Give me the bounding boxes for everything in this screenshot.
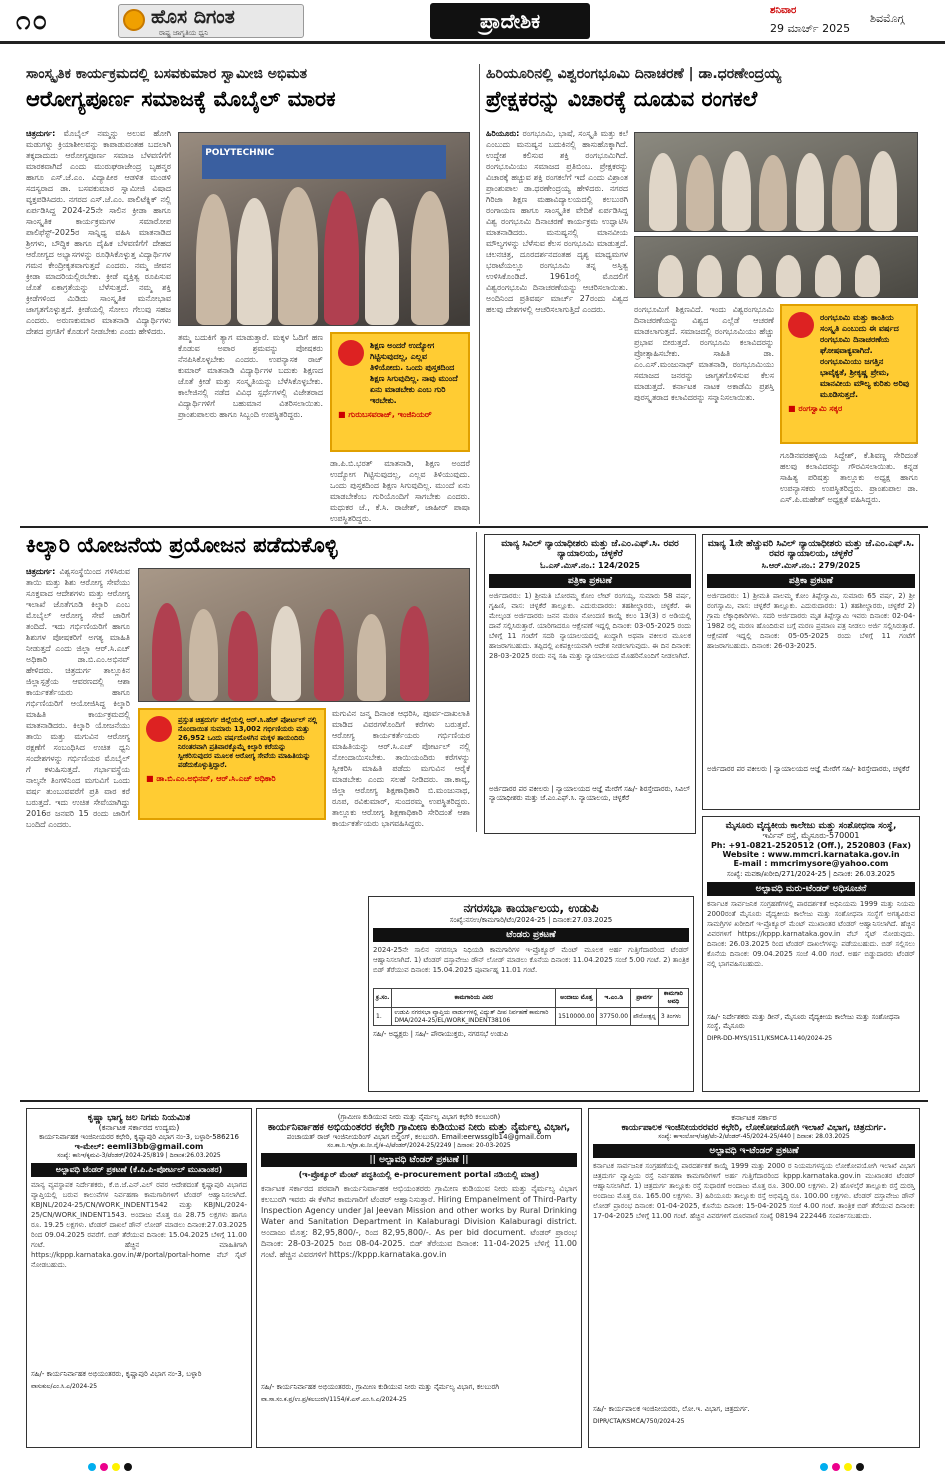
page-number: ೧೦	[16, 6, 50, 36]
udupi-ref: ಸಂಖ್ಯೆ:ನಸಉ/ಕಾಮಗಾರಿ/ಟೆಂ/2024-25 | ದಿನಾಂಕ:27.03.2025	[449, 916, 613, 924]
photo-person	[271, 606, 301, 701]
story2-body-col2: ರಂಗಭೂಮಿಗೆ ಶಿಕ್ಷಣವಿದೆ. ಇಂದು ವಿಶ್ವರಂಗಭೂಮಿ ದಿನಾಚರಣೆಯನ್ನು ವಿಶ್ವದ ಎಲ್ಲೆಡೆ ಆಚರಣೆ ಮಾಡಲಾಗುತ್ತದೆ. ಸಮಾಜದಲ್ಲಿ ರಂಗಭೂಮಿಯು ಹೆಚ್ಚು ಪ್ರಭಾವ ಬೀರುತ್ತದೆ. ರಂಗಭೂಮಿ ಕಲಾವಿದರನ್ನು ಪ್ರೋತ್ಸಾಹಿಸಬೇಕು. ಸಾಹಿತಿ ಡಾ. ಎಂ.ಎಸ್.ಮಂಜುನಾಥ್ ಮಾತನಾಡಿ, ರಂಗಭೂಮಿಯು ಸಮಾಜದ ಜನರನ್ನು ಜಾಗೃತಗೊಳಿಸುವ ಕೆಲಸ ಮಾಡುತ್ತದೆ. ಕರ್ನಾಟಕ ನಾಟಕ ಅಕಾಡೆಮಿ ಪ್ರಶಸ್ತಿ ಪುರಸ್ಕೃತರಾದ ಕಲಾವಿದರನ್ನು ಸನ್ಮಾನಿಸಲಾಯಿತು.	[634, 305, 774, 402]
photo-person	[237, 198, 272, 325]
print-color-dots	[88, 1456, 148, 1466]
udupi-body: 2024-25ನೇ ಸಾಲಿನ ನಗರಸಭಾ ನಿಧಿಯಡಿ ಕಾಮಗಾರಿಗಳ ಇ-ಪ್ರೊಕ್ಯೂರ್ ಮೆಂಟ್ ಮೂಲಕ ಅರ್ಹ ಗುತ್ತಿಗೆದಾರರಿಂದ ಟೆಂಡರ್ ಆಹ್ವಾನಿಸಲಾಗಿದೆ. 1) ಟೆಂಡರ್ ದಸ್ತಾವೇಜು ಡೌನ್ ಲೋಡ್ ಮಾಡಲು ಕೊನೆಯ ದಿನಾಂಕ: 11.04.2025 ಸಂಜೆ 5.00 ಗಂಟೆ. 2) ತಾಂತ್ರಿಕ ಬಿಡ್ ತೆರೆಯುವ ದಿನಾಂಕ: 15.04.2025 ಪೂರ್ವಾಹ್ನ 11.01 ಗಂಟೆ.	[373, 946, 689, 974]
kalaburagi-body: ಕರ್ನಾಟಕ ಸರ್ಕಾರದ ಪರವಾಗಿ ಕಾರ್ಯನಿರ್ವಾಹಕ ಅಭಿಯಂತರರು ಗ್ರಾಮೀಣ ಕುಡಿಯುವ ನೀರು ಮತ್ತು ನೈರ್ಮಲ್ಯ ವಿಭಾಗ ಕಲಬುರಗಿ ಇವರು ಈ ಕೆಳಗಿನ ಕಾಮಗಾರಿಗೆ ಟೆಂಡರ್ ಆಹ್ವಾನಿಸುತ್ತಾರೆ. Hiring Empanelment of Third-Party Inspection Agency under Jal Jeevan Mission and other works by Rural Drinking Water and Sanitation Department in Kalaburagi Division Kalaburagi district. ಅಂದಾಜು ಮೊತ್ತ: 82,95,800/-, ರಿಂದ 82,95,800/-. As per bid document. ಟೆಂಡರ್ ಪ್ರಾರಂಭ ದಿನಾಂಕ: 28-03-2025 ರಿಂದ 08-04-2025. ಬಿಡ್ ತೆರೆಯುವ ದಿನಾಂಕ: 11-04-2025 ಬೆಳಿಗ್ಗೆ 11.00 ಗಂಟೆ. ಹೆಚ್ಚಿನ ವಿವರಗಳಿಗೆ https://kppp.karnataka.gov.in	[261, 1184, 577, 1259]
story1-body	[26, 128, 171, 518]
story3-body-col2: ಮಗುವಿನ ಜನ್ಮ ದಿನಾಂಕ ಆಧರಿಸಿ, ಪೂರ್ವ-ದಾಖಲಾತಿ ಮಾಡಿದ ವಿವರಗಳೊಂದಿಗೆ ಕರೆಗಳು ಬರುತ್ತವೆ. ಆರೋಗ್ಯ ಕಾರ್ಯಕರ್ತೆಯರು ಗರ್ಭಿಣಿಯರ ಮಾಹಿತಿಯನ್ನು ಆರ್.ಸಿ.ಎಚ್ ಪೋರ್ಟಲ್ ನಲ್ಲಿ ನೋಂದಾಯಿಸಬೇಕು. ತಾಯಿಯಂದಿರು ಕರೆಗಳನ್ನು ಸ್ವೀಕರಿಸಿ ಮಾಹಿತಿ ಪಡೆದು ಮಗುವಿನ ಆರೈಕೆ ಮಾಡಬೇಕು ಎಂದು ಸಲಹೆ ನೀಡಿದರು. ಡಾ.ಕಾವ್ಯ, ಜಿಲ್ಲಾ ಆರೋಗ್ಯ ಶಿಕ್ಷಣಾಧಿಕಾರಿ ಬಿ.ಮಂಜುನಾಥ, ರೂಪ, ರವಿಕುಮಾರ್, ಸುಂದರಮ್ಮ ಉಪಸ್ಥಿತರಿದ್ದರು. ತಾಲ್ಲೂಕು ಆರೋಗ್ಯ ಶಿಕ್ಷಣಾಧಿಕಾರಿ ಸೇರಿದಂತೆ ಆಶಾ ಕಾರ್ಯಕರ್ತೆಯರು ಭಾಗವಹಿಸಿದ್ದರು.	[332, 709, 470, 828]
court1-section-head: ಪತ್ರಿಕಾ ಪ್ರಕಟಣೆ	[489, 574, 691, 588]
column-divider	[479, 64, 480, 524]
section-divider	[20, 1100, 928, 1102]
story2-quote-box	[780, 304, 918, 444]
photo-person	[722, 151, 750, 231]
mysore-title: ಮೈಸೂರು ವೈದ್ಯಕೀಯ ಕಾಲೇಜು ಮತ್ತು ಸಂಶೋಧನಾ ಸಂಸ್ಥೆ,	[725, 821, 897, 831]
story-mobile-health	[26, 66, 472, 523]
photo-person	[314, 609, 344, 701]
kalaburagi-ref: ಸಂ.ಕಾ.ನಿ.ಇ/ಗ್ರಾ.ಕು.ನೀ.ನೈ/ಕ-ವಿ/ಟೆಂಡರ್/2024-25/2249 | ದಿನಾಂಕ: 20-03-2025	[327, 1142, 511, 1149]
table-header-cell: ಪ್ರಾವರ್ಗ	[631, 989, 659, 1008]
krishna-head: ಅಲ್ಪಾವಧಿ ಟೆಂಡರ್ ಪ್ರಕಟಣೆ (ಕೆ.ಪಿ.ಪಿ-ಪೋರ್ಟಲ್ ಮುಖಾಂತರ)	[31, 1163, 247, 1177]
table-cell: ಪೌರೋತ್ಪನ್ನ	[631, 1008, 659, 1026]
story1-body-col2: ತಮ್ಮ ಬದುಕಿಗೆ ತ್ಯಾಗ ಮಾಡುತ್ತಾರೆ. ಮಕ್ಕಳ ಓದಿಗೆ ಹಣ ಕೊಡುವ ಅಪಾರ ಶ್ರಮವನ್ನು ಪೋಷಕರು ನೆನಪಿಸಿಕೊಳ್ಳಬೇಕು ಎಂದರು. ಉಪನ್ಯಾಸಕ ರಾಜ್ ಕುಮಾರ್ ಮಾತನಾಡಿ ವಿದ್ಯಾರ್ಥಿಗಳ ಬದುಕು ಶಿಕ್ಷಣದ ಜೊತೆ ಕ್ರೀಡೆ ಮತ್ತು ಸಂಸ್ಕೃತಿಯನ್ನು ಬೆಳೆಸಿಕೊಳ್ಳಬೇಕು. ಕಾಲೇಜಿನಲ್ಲಿ ನಡೆದ ವಿವಿಧ ಸ್ಪರ್ಧೆಗಳಲ್ಲಿ ವಿಜೇತರಾದ ವಿದ್ಯಾರ್ಥಿಗಳಿಗೆ ಬಹುಮಾನ ವಿತರಿಸಲಾಯಿತು. ಪ್ರಾಂಶುಪಾಲರು ಹಾಗೂ ಸಿಬ್ಬಂದಿ ಉಪಸ್ಥಿತರಿದ್ದರು.	[178, 333, 323, 419]
story1-body-col3: ಡಾ.ಪಿ.ಬಿ.ಭರತ್ ಮಾತನಾಡಿ, ಶಿಕ್ಷಣ ಅಂದರೆ ಉದ್ಯೋಗ ಗಿಟ್ಟಿಸುವುದಲ್ಲ, ಎಲ್ಲವ ತಿಳಿಯುವುದು. ಒಂದು ಪುಸ್ತಕದಿಂದ ಶಿಕ್ಷಣ ಸಿಗುವುದಿಲ್ಲ. ಮುಂದೆ ಏನು ಮಾಡಬೇಕೆಂಬ ಗುರಿಯೊಂದಿಗೆ ಸಾಗಬೇಕು ಎಂದರು. ಮಧುಕರ ಜೆ., ಕೆ.ಸಿ. ರಾಜೇಶ್, ಜಾಹೀರ್ ಪಾಷಾ ಉಪಸ್ಥಿತರಿದ್ದರು.	[330, 459, 470, 523]
photo-person	[759, 155, 787, 231]
story1-quote-author: ■ ಗುರುಬಸವರಾಜ್, ಇಂಜಿನಿಯರ್	[338, 410, 432, 419]
story2-body-text: ರಂಗಭೂಮಿ, ಭಾಷೆ, ಸಂಸ್ಕೃತಿ ಮತ್ತು ಕಲೆ ಎಂಬುದು ಮನುಷ್ಯನ ಬದುಕಿನಲ್ಲಿ ಹಾಸುಹೊಕ್ಕಾಗಿದೆ. ಉದ್ದೇಶ ಕಲಿಸುವ ಶಕ್ತಿ ರಂಗಭೂಮಿಗಿದೆ. ರಂಗಭೂಮಿಯು ಸಮಾಜದ ಪ್ರತಿಬಿಂಬ. ಪ್ರೇಕ್ಷಕರನ್ನು ವಿಚಾರಕ್ಕೆ ಹಚ್ಚುವ ಶಕ್ತಿ ರಂಗಕಲೆಗೆ ಇದೆ ಎಂದು ವಿಶ್ರಾಂತ ಪ್ರಾಂಶುಪಾಲ ಡಾ.ಧರಣೇಂದ್ರಯ್ಯ ಹೇಳಿದರು. ನಗರದ ಗಿರಿಜಾ ಶಿಕ್ಷಣ ಮಹಾವಿದ್ಯಾಲಯದಲ್ಲಿ ಕಲಬುರಗಿ ರಂಗಾಯಣ ಹಾಗೂ ಸಾಂಸ್ಕೃತಿಕ ವೇದಿಕೆ ಏರ್ಪಡಿಸಿದ್ದ ವಿಶ್ವ ರಂಗಭೂಮಿ ದಿನಾಚರಣೆ ಕಾರ್ಯಕ್ರಮ ಉದ್ಘಾಟಿಸಿ ಮಾತನಾಡಿದರು. ಮನುಷ್ಯನಲ್ಲಿ ಮಾನವೀಯ ಮೌಲ್ಯಗಳನ್ನು ಬೆಳೆಸುವ ಕೆಲಸ ರಂಗಭೂಮಿ ಮಾಡುತ್ತದೆ. ಚಲನಚಿತ್ರ, ದೂರದರ್ಶನದಂತಹ ದೃಶ್ಯ ಮಾಧ್ಯಮಗಳ ಭರಾಟೆಯಲ್ಲೂ ರಂಗಭೂಮಿ ತನ್ನ ಅಸ್ತಿತ್ವ ಉಳಿಸಿಕೊಂಡಿದೆ. 1961ರಲ್ಲಿ ಮೊದಲಿಗೆ ವಿಶ್ವರಂಗಭೂಮಿ ದಿನಾಚರಣೆಯನ್ನು ಆಚರಿಸಲಾಯಿತು. ಅಂದಿನಿಂದ ಪ್ರತಿವರ್ಷ ಮಾರ್ಚ್ 27ರಂದು ವಿಶ್ವದ ಹಲವು ದೇಶಗಳಲ್ಲಿ ಆಚರಿಸಲಾಗುತ್ತಿದೆ ಎಂದರು.	[486, 129, 628, 314]
court2-signature: ಅರ್ಜಿದಾರರ ಪರ ವಕೀಲರು | ನ್ಯಾಯಾಲಯದ ಆಜ್ಞೆ ಮೇರೆಗೆ ಸಹಿ/- ಶಿರಸ್ತೇದಾರರು, ಚಳ್ಳಕೆರೆ	[707, 765, 910, 773]
court2-case-no: ಸಿ.ಆರ್.ಮಿಸ್.ನಂ.: 279/2025	[761, 561, 861, 570]
story2-headline: ಪ್ರೇಕ್ಷಕರನ್ನು ವಿಚಾರಕ್ಕೆ ದೂಡುವ ರಂಗಕಲೆ	[486, 86, 758, 111]
kalaburagi-code: ವಾ.ಸಾ.ಸಂ.ಕ.ಪ್ರ/ಉ.ಪ್ರ/ಕಲಬುರಗಿ/1154/ಕೆ.ಎಸ್.ಎಂ.ಸಿ.ಎ/2024-25	[261, 1396, 407, 1403]
story3-quote-box	[138, 708, 326, 820]
quote-mark-icon	[338, 340, 364, 366]
quote-mark-icon	[146, 716, 172, 742]
krishna-body: ಮಾನ್ಯ ವ್ಯವಸ್ಥಾಪಕ ನಿರ್ದೇಶಕರು, ಕೆ.ಬಿ.ಜೆ.ಎನ್.ಎಲ್ ರವರ ಆದೇಶದಂತೆ ಕೃಷ್ಣಾಪುರಿ ವಿಭಾಗದ ವ್ಯಾಪ್ತಿಯಲ್ಲಿ ಬರುವ ಕಾಲುವೆಗಳ ನಿರ್ವಹಣಾ ಕಾಮಗಾರಿಗಳಿಗೆ ಟೆಂಡರ್ ಆಹ್ವಾನಿಸಲಾಗಿದೆ. KBJNL/2024-25/CN/WORK_INDENT1542 ಮತ್ತು KBJNL/2024-25/CN/WORK_INDENT1543. ಅಂದಾಜು ಮೊತ್ತ ರೂ 28.75 ಲಕ್ಷಗಳು ಹಾಗೂ ರೂ. 19.25 ಲಕ್ಷಗಳು. ಟೆಂಡರ್ ದಾಖಲೆ ಡೌನ್ ಲೋಡ್ ಮಾಡಲು ದಿನಾಂಕ:27.03.2025 ರಿಂದ 09.04.2025 ರವರೆಗೆ. ಬಿಡ್ ತೆರೆಯುವ ದಿನಾಂಕ: 15.04.2025 ಬೆಳಿಗ್ಗೆ 11.00 ಗಂಟೆ. ಹೆಚ್ಚಿನ ಮಾಹಿತಿಗಾಗಿ https://kppp.karnataka.gov.in/#/portal/portal-home ವೆಬ್ ಸೈಟ್ ನೋಡಬಹುದು.	[31, 1181, 247, 1269]
section-divider	[20, 526, 928, 528]
krishna-office: ಕಾರ್ಯನಿರ್ವಾಹಕ ಇಂಜಿನೀಯರರ ಕಛೇರಿ, ಕೃಷ್ಣಾಪುರಿ ವಿಭಾಗ ನಂ-3, ಬಳ್ಳಾರಿ-586216	[39, 1133, 239, 1141]
story3-headline: ಕಿಲ್ಕಾರಿ ಯೋಜನೆಯ ಪ್ರಯೋಜನ ಪಡೆದುಕೊಳ್ಳಿ	[26, 532, 338, 557]
story2-body	[486, 128, 628, 518]
table-cell: 3 ತಿಂಗಳು	[658, 1008, 688, 1026]
photo-person	[832, 155, 860, 231]
photo-person	[686, 155, 714, 231]
court2-body: ಅರ್ಜಿದಾರರು: 1) ಶ್ರೀಮತಿ ಪಾಲಮ್ಮ ಕೋಂ ತಿಪ್ಪೇಸ್ವಾಮಿ, ಸುಮಾರು 65 ವರ್ಷ, 2) ಶ್ರೀ ರಂಗಸ್ವಾಮಿ, ವಾಸ: ಚಳ್ಳಕೆರೆ ತಾಲ್ಲೂಕು. ಎದುರುದಾರರು: 1) ತಹಶೀಲ್ದಾರರು, ಚಳ್ಳಕೆರೆ 2) ಗ್ರಾಮ ಲೆಕ್ಕಾಧಿಕಾರಿಗಳು. ಸದರಿ ಅರ್ಜಿದಾರರು ಮೃತ ತಿಪ್ಪೇಸ್ವಾಮಿ ಇವರು ದಿನಾಂಕ: 02-04-1982 ರಲ್ಲಿ ಮರಣ ಹೊಂದಿರುವ ಬಗ್ಗೆ ಮರಣ ಪ್ರಮಾಣ ಪತ್ರ ನೀಡಲು ಅರ್ಜಿ ಸಲ್ಲಿಸಿರುತ್ತಾರೆ. ಆಕ್ಷೇಪಣೆ ಇದ್ದಲ್ಲಿ ದಿನಾಂಕ: 05-05-2025 ರಂದು ಬೆಳಿಗ್ಗೆ 11 ಗಂಟೆಗೆ ಹಾಜರಾಗಬಹುದು. ದಿನಾಂಕ: 26-03-2025.	[707, 592, 915, 650]
photo-person	[152, 603, 182, 701]
mysore-body: ಕರ್ನಾಟಕ ಸಾರ್ವಜನಿಕ ಸಂಗ್ರಹಣೆಗಳಲ್ಲಿ ಪಾರದರ್ಶಕತೆ ಅಧಿನಿಯಮ 1999 ಮತ್ತು ನಿಯಮ 2000ರಂತೆ ಮೈಸೂರು ವೈದ್ಯಕೀಯ ಕಾಲೇಜು ಮತ್ತು ಸಂಶೋಧನಾ ಸಂಸ್ಥೆಗೆ ಅಗತ್ಯವಿರುವ ಸಾಮಗ್ರಿಗಳ ಖರೀದಿಗೆ ಇ-ಪ್ರೊಕ್ಯೂರ್ ಮೆಂಟ್ ಮುಖಾಂತರ ಟೆಂಡರ್ ಆಹ್ವಾನಿಸಲಾಗಿದೆ. ಹೆಚ್ಚಿನ ವಿವರಗಳಿಗೆ https://kppp.karnataka.gov.in ವೆಬ್ ಸೈಟ್ ನೋಡುವುದು. ದಿನಾಂಕ: 26.03.2025 ರಿಂದ ಟೆಂಡರ್ ದಾಖಲೆಗಳನ್ನು ಪಡೆಯಬಹುದು. ಬಿಡ್ ಸಲ್ಲಿಸಲು ಕೊನೆಯ ದಿನಾಂಕ: 09.04.2025 ಸಂಜೆ 4.00 ಗಂಟೆ. ಅರ್ಹ ಬಿಡ್ಡುದಾರರು ಟೆಂಡರ್ ನಲ್ಲಿ ಭಾಗವಹಿಸಬಹುದು.	[707, 900, 915, 968]
story2-photo-bottom	[634, 236, 918, 298]
story3-photo	[138, 568, 470, 702]
table-cell: 1.	[374, 1008, 392, 1026]
masthead-title: ಹೊಸ ದಿಗಂತ	[151, 6, 235, 28]
mysore-ref: ಸಂಖ್ಯೆ: ಮವಕಾ/ಖರೀದಿ/271/2024-25 | ದಿನಾಂಕ: 26.03.2025	[726, 870, 896, 878]
photo-person	[737, 255, 762, 297]
column-divider	[476, 532, 477, 832]
tender-notice-krishna-bhagya	[26, 1108, 252, 1448]
table-header-cell: ಕಾಮಗಾರಿಯ ವಿವರ	[392, 989, 556, 1008]
photo-person	[189, 609, 219, 701]
story2-body-col3: ಗೂಡಿನವರಹಳ್ಳಿಯ ಸಿದ್ದೇಶ್, ಕೆ.ಶಿವಣ್ಣ ಸೇರಿದಂತೆ ಹಲವು ಕಲಾವಿದರನ್ನು ಗೌರವಿಸಲಾಯಿತು. ಕನ್ನಡ ಸಾಹಿತ್ಯ ಪರಿಷತ್ತು ತಾಲ್ಲೂಕು ಅಧ್ಯಕ್ಷ ಹಾಗೂ ಉಪನ್ಯಾಸಕರು ಉಪಸ್ಥಿತರಿದ್ದರು. ಪ್ರಾಂಶುಪಾಲ ಡಾ. ಎಸ್.ಪಿ.ಮಹೇಶ್ ಅಧ್ಯಕ್ಷತೆ ವಹಿಸಿದ್ದರು.	[780, 451, 918, 504]
masthead	[118, 4, 304, 38]
section-title: ಪ್ರಾದೇಶಿಕ	[430, 3, 590, 39]
story2-quote-author: ■ ರಂಗಸ್ವಾಮಿ ಸಕ್ಕರ	[788, 404, 843, 413]
chitradurga-ref: ಸಂಖ್ಯೆ: ಕಾಇಂಲೋಇ/ಚಿತ್ರ/ಟೆಂ-2/ಟೆಂಡರ್-45/2024-25/440 | ದಿನಾಂಕ: 28.03.2025	[658, 1133, 850, 1140]
kalaburagi-title: (ಗ್ರಾಮೀಣ ಕುಡಿಯುವ ನೀರು ಮತ್ತು ನೈರ್ಮಲ್ಯ ವಿಭಾಗ ಕಛೇರಿ ಕಲಬುರಗಿ)	[337, 1113, 501, 1121]
story1-quote: ಶಿಕ್ಷಣ ಅಂದರೆ ಉದ್ಯೋಗ ಗಿಟ್ಟಿಸುವುದಲ್ಲ, ಎಲ್ಲವ ತಿಳಿಯೋದು. ಒಂದು ಪುಸ್ತಕದಿಂದ ಶಿಕ್ಷಣ ಸಿಗುವುದಿಲ್ಲ. ನಾವು ಮುಂದೆ ಏನು ಮಾಡಬೇಕು ಎಂಬ ಗುರಿ ಇರಬೇಕು.	[370, 341, 458, 405]
court1-case-no: ಓ.ಎಸ್.ಮಿಸ್.ನಂ.: 124/2025	[540, 561, 640, 570]
court2-section-head: ಪತ್ರಿಕಾ ಪ್ರಕಟಣೆ	[707, 574, 915, 588]
photo-person	[278, 187, 319, 325]
tender-notice-mysore-medical	[702, 816, 920, 1092]
story2-photo-top	[634, 132, 918, 232]
story3-body	[26, 566, 130, 834]
mysore-phone: Ph: +91-0821-2520512 (Off.), 2520803 (Fax)	[710, 841, 912, 850]
udupi-tender-table	[373, 988, 689, 1026]
photo-person	[324, 191, 359, 325]
photo-person	[697, 255, 722, 297]
mysore-head: ಅಲ್ಪಾವಧಿ ಮರು-ಟೆಂಡರ್ ಅಧಿಸೂಚನೆ	[707, 882, 915, 896]
udupi-title: ನಗರಸಭಾ ಕಾರ್ಯಾಲಯ, ಉಡುಪಿ	[463, 901, 599, 915]
mysore-address: ಇರ್ವಿನ್ ರಸ್ತೆ, ಮೈಸೂರು-570001	[762, 831, 860, 840]
table-header-cell: ಕ್ರ.ಸಂ.	[374, 989, 392, 1008]
table-header-row	[374, 989, 689, 1008]
chitradurga-office: ಕಾರ್ಯಪಾಲಕ ಇಂಜಿನೀಯರರವರ ಕಛೇರಿ, ಲೋಕೋಪಯೋಗಿ ಇಲಾಖೆ ವಿಭಾಗ, ಚಿತ್ರದುರ್ಗ.	[621, 1123, 887, 1133]
mysore-dipr-code: DIPR-DD-MYS/1511/KSMCA-1140/2024-25	[707, 1035, 833, 1042]
story1-quote-box	[330, 332, 470, 452]
issue-date: 29 ಮಾರ್ಚ್ 2025	[770, 22, 851, 35]
table-header-cell: ಅಂದಾಜು ಮೊತ್ತ	[556, 989, 597, 1008]
photo-person	[649, 153, 677, 231]
story-theatre-day	[486, 66, 918, 518]
photo-banner: POLYTECHNIC	[202, 145, 446, 180]
photo-person	[365, 198, 400, 325]
court-notice-challakere-2	[702, 534, 920, 810]
krishna-subtitle: (ಕರ್ನಾಟಕ ಸರ್ಕಾರದ ಉದ್ಯಮ)	[98, 1123, 180, 1132]
photo-person	[228, 611, 258, 701]
table-header-cell: ಇ.ಎಂ.ಡಿ	[597, 989, 631, 1008]
udupi-head: ಟೆಂಡರು ಪ್ರಕಟಣೆ	[373, 928, 689, 942]
krishna-email: ಇ-ಮೇಲ್: eemli3bb@gmail.com	[74, 1142, 204, 1151]
chitradurga-head: ಅಲ್ಪಾವಧಿ ಇ-ಟೆಂಡರ್ ಪ್ರಕಟಣೆ	[593, 1144, 915, 1158]
court1-signature: ಅರ್ಜಿದಾರರ ಪರ ವಕೀಲರು | ನ್ಯಾಯಾಲಯದ ಆಜ್ಞೆ ಮೇರೆಗೆ ಸಹಿ/- ಶಿರಸ್ತೇದಾರರು, ಸಿವಿಲ್ ನ್ಯಾಯಾಧೀಶರು ಮತ್ತು ಜೆ.ಎಂ.ಎಫ್.ಸಿ. ನ್ಯಾಯಾಲಯ, ಚಳ್ಳಕೆರೆ	[489, 785, 691, 802]
kalaburagi-office: ಪಂಚಾಯತ್ ರಾಜ್ ಇಂಜಿನೀಯರಿಂಗ್ ವಿಭಾಗ ಬಿಲ್ಡಿಂಗ್, ಕಲಬುರಗಿ. Email:eerwssglb14@gmail.com	[286, 1133, 552, 1141]
sun-logo-icon	[123, 9, 145, 31]
story3-quote-author: ■ ಡಾ.ಬಿ.ಎಂ.ಅಭಿನವ್, ಆರ್.ಸಿ.ಎಚ್ ಅಧಿಕಾರಿ	[146, 774, 276, 783]
story3-body-text: ವಿಶ್ವಸಂಸ್ಥೆಯಿಂದ ಗಳಿಸಿರುವ ತಾಯಿ ಮತ್ತು ಶಿಶು ಆರೋಗ್ಯ ಸೇವೆಯು ಸೂಕ್ತವಾದ ಆದೇಶಗಳು ಮತ್ತು ಆರೋಗ್ಯ ಇಲಾಖೆ ಜೊತೆಗೂಡಿ ಕಿಲ್ಕಾರಿ ಎಂಬ ಮೊಬೈಲ್ ಆರೋಗ್ಯ ಸೇವೆ ಜಾರಿಗೆ ತಂದಿದೆ. ಇದು ಗರ್ಭಿಣಿಯರಿಗೆ ಹಾಗೂ ಶಿಶುಗಳ ಪೋಷಕರಿಗೆ ಅಗತ್ಯ ಮಾಹಿತಿ ನೀಡುತ್ತದೆ ಎಂದು ಜಿಲ್ಲಾ ಆರ್.ಸಿ.ಎಚ್ ಅಧಿಕಾರಿ ಡಾ.ಬಿ.ಎಂ.ಅಭಿನವ್ ಹೇಳಿದರು. ಚಿತ್ರದುರ್ಗ ತಾಲ್ಲೂಕಿನ ಜಿಲ್ಲಾಸ್ಪತ್ರೆಯ ಆವರಣದಲ್ಲಿ ಆಶಾ ಕಾರ್ಯಕರ್ತೆಯರು ಹಾಗೂ ಗರ್ಭಿಣಿಯರಿಗೆ ಆಯೋಜಿಸಿದ್ದ ಕಿಲ್ಕಾರಿ ಮಾಹಿತಿ ಕಾರ್ಯಕ್ರಮದಲ್ಲಿ ಮಾತನಾಡಿದರು. ಕಿಲ್ಕಾರಿ ಯೋಜನೆಯು ತಾಯಿ ಮತ್ತು ಮಗುವಿನ ಆರೋಗ್ಯ ರಕ್ಷಣೆಗೆ ಸಂಬಂಧಿಸಿದ ಉಚಿತ ಧ್ವನಿ ಸಂದೇಶಗಳನ್ನು ಗರ್ಭಿಣಿಯರ ಮೊಬೈಲ್ ಗೆ ಕಳುಹಿಸುತ್ತದೆ. ಗರ್ಭಾವಸ್ಥೆಯ ನಾಲ್ಕನೇ ತಿಂಗಳಿನಿಂದ ಮಗುವಿಗೆ ಒಂದು ವರ್ಷ ತುಂಬುವವರೆಗೆ ಪ್ರತಿ ವಾರ ಕರೆ ಬರುತ್ತದೆ. ಇದು ಉಚಿತ ಸೇವೆಯಾಗಿದ್ದು 2016ರ ಜನವರಿ 15 ರಂದು ಜಾರಿಗೆ ಬಂದಿದೆ ಎಂದರು.	[26, 567, 131, 829]
tender-notice-chitradurga-pwd	[588, 1108, 920, 1448]
chitradurga-signature: ಸಹಿ/- ಕಾರ್ಯಪಾಲಕ ಇಂಜಿನೀಯರರು, ಲೋ.ಇ. ವಿಭಾಗ, ಚಿತ್ರದುರ್ಗ.	[593, 1405, 750, 1413]
court1-body: ಅರ್ಜಿದಾರರು: 1) ಶ್ರೀಮತಿ ಬೋರಮ್ಮ ಕೋಂ ಲೇಟ್ ರಂಗಯ್ಯ, ಸುಮಾರು 58 ವರ್ಷ, ಗೃಹಿಣಿ, ವಾಸ: ಚಳ್ಳಕೆರೆ ತಾಲ್ಲೂಕು. ಎದುರುದಾರರು: ತಹಶೀಲ್ದಾರರು, ಚಳ್ಳಕೆರೆ. ಈ ಮೇಲ್ಕಂಡ ಅರ್ಜಿದಾರರು ಜನನ ಮರಣ ನೋಂದಣಿ ಕಾಯ್ದೆ ಕಲಂ 13(3) ರ ಅಡಿಯಲ್ಲಿ ದಾವೆ ಸಲ್ಲಿಸಿರುತ್ತಾರೆ. ಯಾರಿಗಾದರೂ ಆಕ್ಷೇಪಣೆ ಇದ್ದಲ್ಲಿ ದಿನಾಂಕ: 03-05-2025 ರಂದು ಬೆಳಿಗ್ಗೆ 11 ಗಂಟೆಗೆ ಸದರಿ ನ್ಯಾಯಾಲಯದಲ್ಲಿ ಖುದ್ದಾಗಿ ಅಥವಾ ವಕೀಲರ ಮೂಲಕ ಹಾಜರಾಗಬಹುದು. ತಪ್ಪಿದಲ್ಲಿ ಏಕಪಕ್ಷೀಯವಾಗಿ ಆದೇಶ ನೀಡಲಾಗುವುದು. ಈ ದಿನ ದಿನಾಂಕ: 28-03-2025 ರಂದು ನನ್ನ ಸಹಿ ಮತ್ತು ನ್ಯಾಯಾಲಯದ ಮೊಹರಿನೊಂದಿಗೆ ನೀಡಲಾಗಿದೆ.	[489, 592, 691, 660]
court1-title: ಮಾನ್ಯ ಸಿವಿಲ್ ನ್ಯಾಯಾಧೀಶರು ಮತ್ತು ಜೆ.ಎಂ.ಎಫ್.ಸಿ. ರವರ ನ್ಯಾಯಾಲಯ, ಚಳ್ಳಕೆರೆ	[501, 539, 679, 559]
story1-byline: ಚಿತ್ರದುರ್ಗ:	[26, 129, 56, 138]
photo-person	[796, 153, 824, 231]
story-kilkari	[26, 532, 470, 834]
photo-person	[855, 255, 880, 297]
chitradurga-body: ಕರ್ನಾಟಕ ಸಾರ್ವಜನಿಕ ಸಂಗ್ರಹಣೆಯಲ್ಲಿ ಪಾರದರ್ಶಕತೆ ಕಾಯ್ದೆ 1999 ಮತ್ತು 2000 ರ ನಿಯಮಗಳನ್ವಯ ಲೋಕೋಪಯೋಗಿ ಇಲಾಖೆ ವಿಭಾಗ ಚಿತ್ರದುರ್ಗ ವ್ಯಾಪ್ತಿಯ ರಸ್ತೆ ನಿರ್ವಹಣಾ ಕಾಮಗಾರಿಗಳಿಗೆ ಅರ್ಹ ಗುತ್ತಿಗೆದಾರರಿಂದ kppp.karnataka.gov.in ಮುಖಾಂತರ ಟೆಂಡರ್ ಆಹ್ವಾನಿಸಲಾಗಿದೆ. 1) ಚಿತ್ರದುರ್ಗ ತಾಲ್ಲೂಕು ರಸ್ತೆ ಸುಧಾರಣೆ ಅಂದಾಜು ಮೊತ್ತ ರೂ. 300.00 ಲಕ್ಷಗಳು. 2) ಹೊಳಲ್ಕೆರೆ ತಾಲ್ಲೂಕು ರಸ್ತೆ ದುರಸ್ತಿ ಅಂದಾಜು ಮೊತ್ತ ರೂ. 165.00 ಲಕ್ಷಗಳು. 3) ಹಿರಿಯೂರು ತಾಲ್ಲೂಕು ರಸ್ತೆ ಅಭಿವೃದ್ಧಿ ರೂ. 100.00 ಲಕ್ಷಗಳು. ಟೆಂಡರ್ ದಸ್ತಾವೇಜು ಡೌನ್ ಲೋಡ್ ಪ್ರಾರಂಭ ದಿನಾಂಕ: 01-04-2025, ಕೊನೆಯ ದಿನಾಂಕ: 15-04-2025 ಸಂಜೆ 4.00 ಗಂಟೆ. ತಾಂತ್ರಿಕ ಬಿಡ್ ತೆರೆಯುವ ದಿನಾಂಕ: 17-04-2025 ಬೆಳಿಗ್ಗೆ 11.00 ಗಂಟೆ. ಹೆಚ್ಚಿನ ವಿವರಗಳಿಗೆ ದೂರವಾಣಿ ಸಂಖ್ಯೆ 08194 222446 ಸಂಪರ್ಕಿಸಬಹುದು.	[593, 1162, 915, 1220]
krishna-code: ವಾಸುಕುಲ/ಎಂ.ಸಿ.ಎ/2024-25	[31, 1383, 98, 1390]
court2-title: ಮಾನ್ಯ 1ನೇ ಹೆಚ್ಚುವರಿ ಸಿವಿಲ್ ನ್ಯಾಯಾಧೀಶರು ಮತ್ತು ಜೆ.ಎಂ.ಎಫ್.ಸಿ. ರವರ ನ್ಯಾಯಾಲಯ, ಚಳ್ಳಕೆರೆ	[707, 539, 915, 559]
photo-person	[357, 614, 387, 701]
table-cell: ಉಡುಪಿ ನಗರಸಭಾ ವ್ಯಾಪ್ತಿಯ ವಾರ್ಡುಗಳಲ್ಲಿ ವಿದ್ಯುತ್ ದೀಪ ನಿರ್ವಹಣೆ ಕಾಮಗಾರಿ DMA/2024-25/EL/WORK_INDENT38106	[392, 1008, 556, 1026]
story2-quote: ರಂಗಭೂಮಿ ಮತ್ತು ಕಾಂತಿಯ ಸಂಸ್ಕೃತಿ ಎಂಬುದು ಈ ವರ್ಷದ ರಂಗಭೂಮಿ ದಿನಾಚರಣೆಯ ಘೋಷವಾಕ್ಯವಾಗಿದೆ. ರಂಗಭೂಮಿಯು ಜಗತ್ತಿನ ಭಾವೈಕ್ಯತೆ, ಶ್ರೀಕೃಷ್ಣ ಪ್ರೇಮ, ಮಾನವೀಯ ಮೌಲ್ಯ ಕುರಿತು ಅರಿವು ಮೂಡಿಸುತ್ತದೆ.	[820, 313, 910, 399]
krishna-ref: ಸಂಖ್ಯೆ: ಕಾನಿಇ/ಕೃಮವಿ-3/ಟೆಂಡರ್/2024-25/819 | ದಿನಾಂಕ:26.03.2025	[57, 1152, 221, 1159]
photo-person	[411, 191, 449, 325]
chitradurga-govt: ಕರ್ನಾಟಕ ಸರ್ಕಾರ	[731, 1113, 777, 1122]
kalaburagi-signature: ಸಹಿ/- ಕಾರ್ಯನಿರ್ವಾಹಕ ಅಭಿಯಂತರರು, ಗ್ರಾಮೀಣ ಕುಡಿಯುವ ನೀರು ಮತ್ತು ನೈರ್ಮಲ್ಯ ವಿಭಾಗ, ಕಲಬುರಗಿ	[261, 1383, 500, 1391]
photo-person	[869, 151, 897, 231]
masthead-tagline: ರಾಷ್ಟ್ರ ಜಾಗೃತಿಯ ಧ್ವನಿ	[159, 29, 209, 37]
udupi-signature: ಸಹಿ/- ಅಧ್ಯಕ್ಷರು | ಸಹಿ/- ಪೌರಾಯುಕ್ತರು, ನಗರಸಭೆ ಉಡುಪಿ	[373, 1030, 509, 1038]
mysore-website: Website : www.mmcri.karnataka.gov.in	[722, 850, 900, 859]
tender-notice-kalaburagi	[256, 1108, 582, 1448]
kalaburagi-head: || ಅಲ್ಪಾವಧಿ ಟೆಂಡರ್ ಪ್ರಕಟಣೆ ||	[261, 1153, 577, 1167]
kalaburagi-subtitle: ಕಾರ್ಯನಿರ್ವಾಹಕ ಅಭಿಯಂತರರ ಕಛೇರಿ ಗ್ರಾಮೀಣ ಕುಡಿಯುವ ನೀರು ಮತ್ತು ನೈರ್ಮಲ್ಯ ವಿಭಾಗ,	[267, 1122, 571, 1133]
krishna-title: ಕೃಷ್ಣಾ ಭಾಗ್ಯ ಜಲ ನಿಗಮ ನಿಯಮಿತ	[87, 1113, 191, 1123]
page-header	[0, 0, 945, 44]
kalaburagi-subhead: (ಇ-ಪ್ರೊಕ್ಯೂರ್ ಮೆಂಟ್ ಪದ್ಧತಿಯಲ್ಲಿ e-procurement portal ನಡಿಯಲ್ಲಿ ಮಾತ್ರ)	[298, 1170, 540, 1179]
issue-day: ಶನಿವಾರ	[770, 5, 797, 16]
table-cell: 1510000.00	[556, 1008, 597, 1026]
mysore-email: E-mail : mmcrimysore@yahoo.com	[733, 859, 889, 868]
photo-person	[196, 194, 231, 325]
chitradurga-code: DIPR/CTA/KSMCA/750/2024-25	[593, 1418, 685, 1425]
story1-body-text: ಮೊಬೈಲ್ ನಮ್ಮನ್ನು ಅಲುವ ಹೋಗಿ ಮಡುಗಳ್ನು ಕ್ರಿಯಾಶೀಲವನ್ನು ಕಾಪಾಡುವಂತಹ ಬದಲಾಗಿ ತಕ್ಕದಾದುದು ಆರೋಗ್ಯಪೂರ್ಣ ಸಮಾಜ ಬೆಳವಣಿಗೆಗೆ ಮಾರಕವಾಗಿದೆ ಎಂದು ಮುರುಘರಾಜೇಂದ್ರ ಬೃಹನ್ಮಠ ಹಾಗೂ ಎಸ್.ಜೆ.ಎಂ. ವಿದ್ಯಾಪೀಠ ಆಡಳಿತ ಮಂಡಳಿ ಸದಸ್ಯರಾದ ಡಾ. ಬಸವಕುಮಾರ ಸ್ವಾಮೀಜಿ ವಿಷಾದ ವ್ಯಕ್ತಪಡಿಸಿದರು. ನಗರದ ಎಸ್.ಜೆ.ಎಂ. ಪಾಲಿಟೆಕ್ನಿಕ್ ನಲ್ಲಿ ಏರ್ಪಡಿಸಿದ್ದ 2024-25ನೇ ಸಾಲಿನ ಕ್ರೀಡಾ ಹಾಗೂ ಸಾಂಸ್ಕೃತಿಕ ಕಾರ್ಯಕ್ರಮಗಳ ಸಮಾರೋಪ ಪಾಲಿಫೆಸ್ಟ್-2025ರ ಸಾನ್ನಿಧ್ಯ ವಹಿಸಿ ಮಾತನಾಡಿದ ಶ್ರೀಗಳು, ಬೌದ್ಧಿಕ ಹಾಗೂ ದೈಹಿಕ ಬೆಳವಣಿಗೆಗೆ ದೇಹದ ಆರೋಗ್ಯದ ಅಭ್ಯಾಸಗಳನ್ನು ರೂಢಿಸಿಕೊಳ್ಳುತ್ತ ವಿದ್ಯಾರ್ಥಿಗಳ ಗಮನ ಕೇಂದ್ರೀಕೃತವಾಗುತ್ತದೆ ಎಂದರು. ನಮ್ಮ ಜೀವನ ಕ್ರೀಡಾ ಮಾದರಿಯಲ್ಲಿರಬೇಕು. ಕ್ರೀಡೆ ವ್ಯಕ್ತಿತ್ವ ರೂಪಿಸುವ ಜೊತೆ ಏಕಾಗ್ರತೆಯನ್ನು ಬೆಳೆಸುತ್ತದೆ. ನಮ್ಮ ಶಕ್ತಿ ಕ್ರೀಡೆಗಳಿಂದ ಮಿಡಿದು ಸಾಂಸ್ಕೃತಿಕ ಮನೋಭಾವ ಜಾಗೃತಗೊಳ್ಳುತ್ತದೆ. ಕ್ರೀಡೆಯಲ್ಲಿ ಸೋಲು ಗೆಲುವು ಸಹಜ ಎಂದರು. ಅರುಣಕುಮಾರ ಮಾತನಾಡಿ ವಿದ್ಯಾರ್ಥಿಗಳು ದೇಶದ ಪ್ರಗತಿಗೆ ಕೊಡುಗೆ ನೀಡಬೇಕು ಎಂದು ಹೇಳಿದರು.	[26, 129, 171, 336]
quote-mark-icon	[788, 312, 814, 338]
photo-person	[815, 255, 840, 297]
tender-notice-udupi	[368, 896, 694, 1092]
story1-headline: ಆರೋಗ್ಯಪೂರ್ಣ ಸಮಾಜಕ್ಕೆ ಮೊಬೈಲ್ ಮಾರಕ	[26, 86, 336, 111]
print-color-dots	[820, 1456, 880, 1466]
table-row	[374, 1008, 689, 1026]
story2-kicker: ಹಿರಿಯೂರಿನಲ್ಲಿ ವಿಶ್ವರಂಗಭೂಮಿ ದಿನಾಚರಣೆ | ಡಾ.ಧರಣೇಂದ್ರಯ್ಯ	[486, 66, 782, 82]
story2-byline: ಹಿರಿಯೂರು:	[486, 129, 520, 138]
mysore-signature: ಸಹಿ/- ನಿರ್ದೇಶಕರು ಮತ್ತು ಡೀನ್, ಮೈಸೂರು ವೈದ್ಯಕೀಯ ಕಾಲೇಜು ಮತ್ತು ಸಂಶೋಧನಾ ಸಂಸ್ಥೆ, ಮೈಸೂರು	[707, 1013, 900, 1030]
story1-photo	[178, 132, 470, 326]
edition-city: ಶಿವಮೊಗ್ಗ	[870, 12, 905, 25]
story1-kicker: ಸಾಂಸ್ಕೃತಿಕ ಕಾರ್ಯಕ್ರಮದಲ್ಲಿ ಬಸವಕುಮಾರ ಸ್ವಾಮೀಜಿ ಅಭಿಮತ	[26, 66, 308, 82]
table-header-cell: ಕಾಮಗಾರಿ ಅವಧಿ	[658, 989, 688, 1008]
story3-quote: ಪ್ರಸ್ತುತ ಚಿತ್ರದುರ್ಗ ಜಿಲ್ಲೆಯಲ್ಲಿ ಆರ್.ಸಿ.ಹೆಚ್ ಪೋರ್ಟಲ್ ನಲ್ಲಿ ನೊಂದಾಯಿತ ಸುಮಾರು 13,002 ಗರ್ಭಿಣಿಯರು ಮತ್ತು 26,952 ಒಂದು ವರ್ಷದೊಳಗಿನ ಮಕ್ಕಳ ತಾಯಂದಿರು ನಿರಂತರವಾಗಿ ಪ್ರತಿವಾರಕ್ಕೊಮ್ಮೆ ಕಿಲ್ಕಾರಿ ಕರೆಯನ್ನು ಸ್ವೀಕರಿಸುವುದರ ಮೂಲಕ ಆರೋಗ್ಯ ಸೇವೆಯ ಮಾಹಿತಿಯನ್ನು ಪಡೆದುಕೊಳ್ಳುತ್ತಿದ್ದಾರೆ.	[178, 716, 318, 769]
table-cell: 37750.00	[597, 1008, 631, 1026]
photo-person	[400, 606, 430, 701]
photo-person	[658, 255, 683, 297]
court-notice-challakere	[484, 534, 696, 834]
krishna-signature: ಸಹಿ/- ಕಾರ್ಯನಿರ್ವಾಹಕ ಅಭಿಯಂತರರು, ಕೃಷ್ಣಾಪುರಿ ವಿಭಾಗ ನಂ-3, ಬಳ್ಳಾರಿ	[31, 1370, 202, 1378]
story3-byline: ಚಿತ್ರದುರ್ಗ:	[26, 567, 56, 576]
photo-person	[776, 255, 801, 297]
